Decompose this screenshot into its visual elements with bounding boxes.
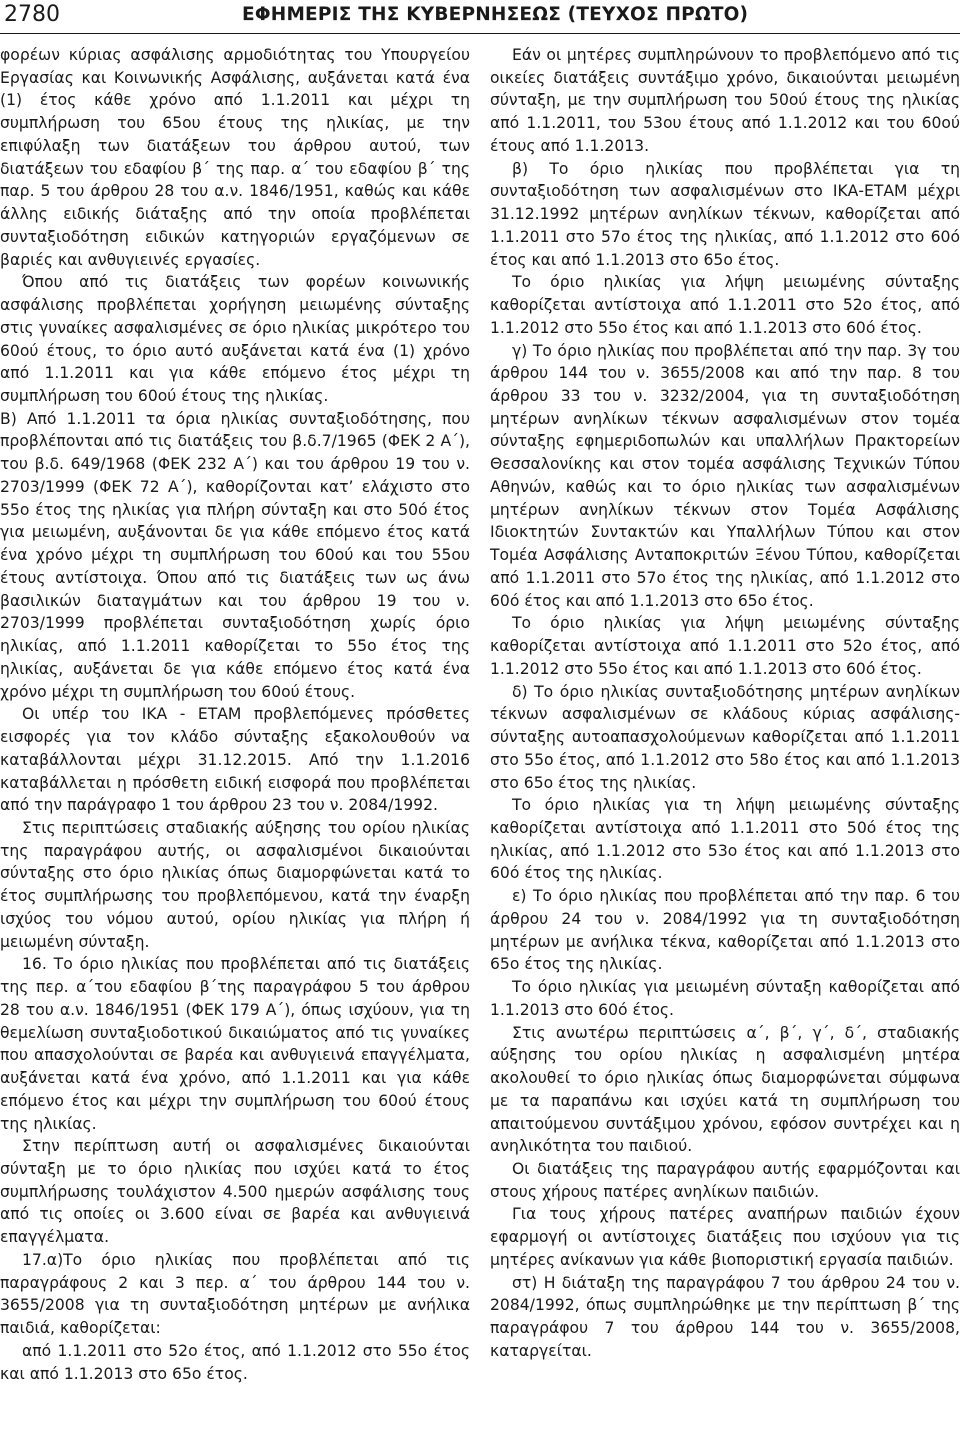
left-column xyxy=(0,44,470,1385)
paragraph: ε) Το όριο ηλικίας που προβλέπεται από την παρ. 6 του άρθρου 24 του ν. 2084/1992 για τη συνταξιοδότηση μητέρων με ανήλικα τέκνα, καθορίζεται από 1.1.2013 στο 65ο έτος της ηλικίας. xyxy=(490,887,960,974)
right-column xyxy=(490,44,960,1363)
page-number: 2780 xyxy=(4,2,60,27)
paragraph: στ) Η διάταξη της παραγράφου 7 του άρθρου 24 του ν. 2084/1992, όπως συμπληρώθηκε με την περίπτωση β΄ της παραγράφου 7 του άρθρου 144 του ν. 3655/2008, καταργείται. xyxy=(490,1273,960,1360)
header-rule xyxy=(0,33,960,34)
paragraph: 16. Το όριο ηλικίας που προβλέπεται από τις διατάξεις της περ. α΄του εδαφίου β΄της παραγράφου 5 του άρθρου 28 του α.ν. 1846/1951 (ΦΕΚ 179 Α΄), όπως ισχύουν, για τη θεμελίωση συνταξιοδοτικού δικαιώματος από τις γυναίκες που απασχολούνται σε βαρέα και ανθυγιεινά επαγγέλματα, αυξάνεται κατά ένα χρόνο, από 1.1.2011 και για κάθε επόμενο έτος και μέχρι την συμπλήρωση του 60ού έτους της ηλικίας. xyxy=(0,955,470,1133)
paragraph: β) Το όριο ηλικίας που προβλέπεται για τη συνταξιοδότηση των ασφαλισμένων στο ΙΚΑ-ΕΤΑΜ μέχρι 31.12.1992 μητέρων ανηλίκων τέκνων, καθορίζεται από 1.1.2011 στο 57ο έτος της ηλικίας, από 1.1.2012 στο 60ό έτος και από 1.1.2013 στο 65ο έτος. xyxy=(490,159,960,269)
paragraph: Το όριο ηλικίας για μειωμένη σύνταξη καθορίζεται από 1.1.2013 στο 60ό έτος. xyxy=(490,978,960,1019)
paragraph: Β) Από 1.1.2011 τα όρια ηλικίας συνταξιοδότησης, που προβλέπονται από τις διατάξεις του β.δ.7/1965 (ΦΕΚ 2 Α΄), του β.δ. 649/1968 (ΦΕΚ 232 Α΄) και του άρθρου 19 του ν. 2703/1999 (ΦΕΚ 72 Α΄), καθορίζονται κατ’ ελάχιστο στο 55ο έτος της ηλικίας για πλήρη σύνταξη και στο 50ό έτος για μειωμένη, αυξάνονται δε για κάθε επόμενο έτος κατά ένα χρόνο μέχρι τη συμπλήρωση του 60ού και του 55ου έτους αντίστοιχα. Όπου από τις διατάξεις των ως άνω βασιλικών διαταγμάτων και του άρθρου 19 του ν. 2703/1999 προβλέπεται συνταξιοδότηση χωρίς όριο ηλικίας, από 1.1.2011 καθορίζεται το 55ο έτος της ηλικίας, αυξάνεται δε για κάθε επόμενο έτος κατά ένα χρόνο μέχρι τη συμπλήρωση του 60ού έτους. xyxy=(0,409,470,701)
page-header xyxy=(0,0,960,40)
paragraph: Στις ανωτέρω περιπτώσεις α΄, β΄, γ΄, δ΄, σταδιακής αύξησης του ορίου ηλικίας η ασφαλισμένη μητέρα ακολουθεί το όριο ηλικίας όπως διαμορφώνεται σύμφωνα με τα παραπάνω και ισχύει κατά τη συμπλήρωση του απαιτούμενου συντάξιμου χρόνου, εφόσον συντρέχει και η ανηλικότητα του παιδιού. xyxy=(490,1023,960,1156)
paragraph: Στις περιπτώσεις σταδιακής αύξησης του ορίου ηλικίας της παραγράφου αυτής, οι ασφαλισμένοι δικαιούνται σύνταξης στο όριο ηλικίας όπως διαμορφώνεται κατά το έτος συμπλήρωσης του προβλεπόμενου, κατά την έναρξη ισχύος του νόμου αυτού, ορίου ηλικίας για πλήρη ή μειωμένη σύνταξη. xyxy=(0,818,470,951)
paragraph: Όπου από τις διατάξεις των φορέων κοινωνικής ασφάλισης προβλέπεται χορήγηση μειωμένης σύνταξης στις γυναίκες ασφαλισμένες σε όριο ηλικίας μικρότερο του 60ού έτους, το όριο αυτό αυξάνεται κατά ένα (1) χρόνο από 1.1.2011 και για κάθε επόμενο έτος μέχρι τη συμπλήρωση του 60ού έτους της ηλικίας. xyxy=(0,273,470,406)
paragraph: Το όριο ηλικίας για λήψη μειωμένης σύνταξης καθορίζεται αντίστοιχα από 1.1.2011 στο 52ο έτος, από 1.1.2012 στο 55ο έτος και από 1.1.2013 στο 60ό έτος. xyxy=(490,614,960,678)
paragraph: Στην περίπτωση αυτή οι ασφαλισμένες δικαιούνται σύνταξη με το όριο ηλικίας που ισχύει κατά το έτος συμπλήρωσης τουλάχιστον 4.500 ημερών ασφάλισης τους από τις οποίες οι 3.600 είναι σε βαρέα και ανθυγιεινά επαγγέλματα. xyxy=(0,1137,470,1247)
paragraph: Το όριο ηλικίας για τη λήψη μειωμένης σύνταξης καθορίζεται αντίστοιχα από 1.1.2011 στο 50ό έτος της ηλικίας, από 1.1.2012 στο 53ο έτος και από 1.1.2013 στο 60ό έτος της ηλικίας. xyxy=(490,796,960,883)
paragraph: Για τους χήρους πατέρες αναπήρων παιδιών έχουν εφαρμογή οι αντίστοιχες διατάξεις που ισχύουν για τις μητέρες ανίκανων για κάθε βιοποριστική εργασία παιδιών. xyxy=(490,1205,960,1269)
paragraph: 17.α)Το όριο ηλικίας που προβλέπεται από τις παραγράφους 2 και 3 περ. α΄ του άρθρου 144 του ν. 3655/2008 για τη συνταξιοδότηση μητέρων με ανήλικα παιδιά, καθορίζεται: xyxy=(0,1250,470,1338)
paragraph: φορέων κύριας ασφάλισης αρμοδιότητας του Υπουργείου Εργασίας και Κοινωνικής Ασφάλισης, αυξάνεται κατά ένα (1) έτος κάθε χρόνο από 1.1.2011 και μέχρι τη συμπλήρωση του 65ου έτους της ηλικίας, με την επιφύλαξη των διατάξεων του άρθρου αυτού, των διατάξεων του εδαφίου β΄ της παρ. α΄ του εδαφίου β΄ της παρ. 5 του άρθρου 28 του α.ν. 1846/1951, καθώς και κάθε άλλης ειδικής διάταξης από την οποία προβλέπεται συνταξιοδότηση ειδικών κατηγοριών εργαζόμενων σε βαριές και ανθυγιεινές εργασίες. xyxy=(0,46,470,269)
paragraph: Το όριο ηλικίας για λήψη μειωμένης σύνταξης καθορίζεται αντίστοιχα από 1.1.2011 στο 52ο έτος, από 1.1.2012 στο 55ο έτος και από 1.1.2013 στο 60ό έτος. xyxy=(490,273,960,337)
paragraph: γ) Το όριο ηλικίας που προβλέπεται από την παρ. 3γ του άρθρου 144 του ν. 3655/2008 και από την παρ. 8 του άρθρου 33 του ν. 3232/2004, για τη συνταξιοδότηση μητέρων ανηλίκων τέκνων ασφαλισμένων στον τομέα σύνταξης εφημεριδοπωλών και υπαλλήλων Πρακτορείων Θεσσαλονίκης και στον τομέα ασφάλισης Τεχνικών Τύπου Αθηνών, καθώς και το όριο ηλικίας των ασφαλισμένων μητέρων ανηλίκων τέκνων στον Τομέα Ασφάλισης Ιδιοκτητών Συντακτών και Υπαλλήλων Τύπου και στον Τομέα Ασφάλισης Ανταποκριτών Ξένου Τύπου, καθορίζεται από 1.1.2011 στο 57ο έτος της ηλικίας, από 1.1.2012 στο 60ό έτος και από 1.1.2013 στο 65ο έτος. xyxy=(490,341,960,610)
journal-title: ΕΦΗΜΕΡΙΣ ΤΗΣ ΚΥΒΕΡΝΗΣΕΩΣ (ΤΕΥΧΟΣ ΠΡΩΤΟ) xyxy=(242,4,749,25)
paragraph: Οι διατάξεις της παραγράφου αυτής εφαρμόζονται και στους χήρους πατέρες ανηλίκων παιδιών. xyxy=(490,1159,960,1201)
paragraph: από 1.1.2011 στο 52ο έτος, από 1.1.2012 στο 55ο έτος και από 1.1.2013 στο 65ο έτος. xyxy=(0,1341,470,1383)
paragraph: Οι υπέρ του ΙΚΑ - ΕΤΑΜ προβλεπόμενες πρόσθετες εισφορές για τον κλάδο σύνταξης εξακολουθούν να καταβάλλονται μέχρι 31.12.2015. Από την 1.1.2016 καταβάλλεται η πρόσθετη ειδική εισφορά που προβλέπεται από την παράγραφο 1 του άρθρου 23 του ν. 2084/1992. xyxy=(0,705,470,815)
paragraph: δ) Το όριο ηλικίας συνταξιοδότησης μητέρων ανηλίκων τέκνων ασφαλισμένων σε κλάδους κύριας ασφάλισης- σύνταξης αυτοαπασχολούμενων καθορίζεται από 1.1.2011 στο 55ο έτος, από 1.1.2012 στο 58ο έτος και από 1.1.2013 στο 65ο έτος της ηλικίας. xyxy=(490,682,960,792)
paragraph: Εάν οι μητέρες συμπληρώνουν το προβλεπόμενο από τις οικείες διατάξεις συντάξιμο χρόνο, δικαιούνται μειωμένη σύνταξη, με την συμπλήρωση του 50ού έτους της ηλικίας από 1.1.2011, του 53ου έτους από 1.1.2012 και του 60ού έτους από 1.1.2013. xyxy=(490,46,960,155)
